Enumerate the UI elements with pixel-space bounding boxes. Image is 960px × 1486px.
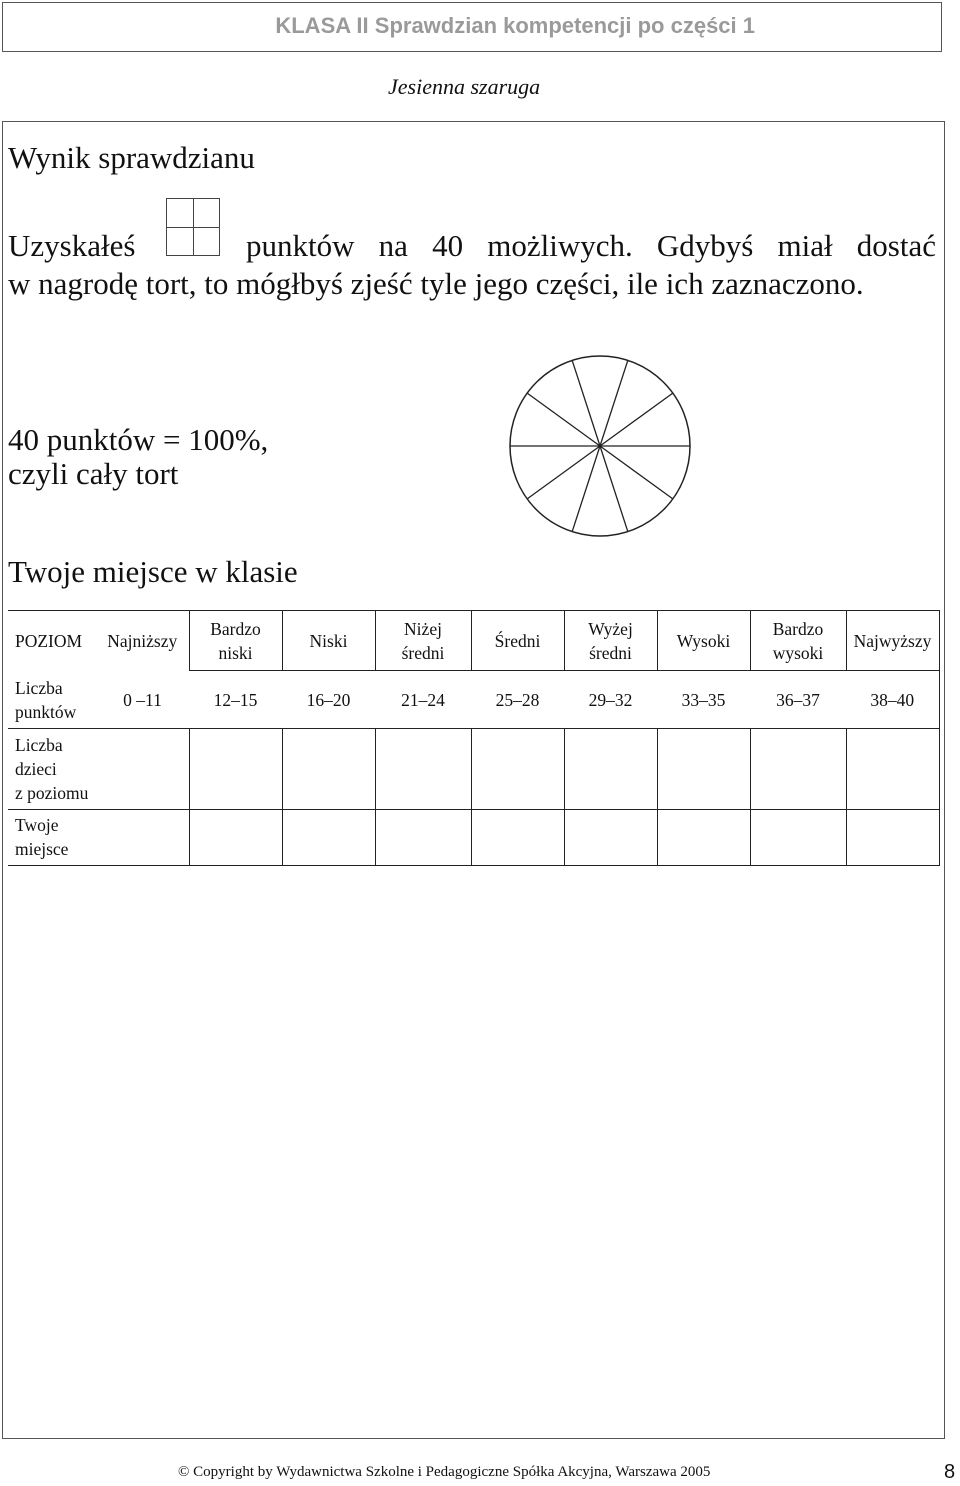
levels-table [8, 610, 940, 866]
points-cell: 25–28 [495, 689, 540, 710]
points-cell: 12–15 [213, 689, 258, 710]
worksheet-subtitle: Jesienna szaruga [388, 74, 541, 99]
cake-circle-diagram[interactable] [505, 354, 695, 544]
cake-slice-line [572, 360, 600, 446]
place-cell[interactable] [375, 809, 471, 865]
page-number: 8 [944, 1461, 956, 1483]
formula-line-2: czyli cały tort [8, 456, 179, 491]
points-cell: 16–20 [306, 689, 351, 710]
points-cell: 0 –11 [123, 689, 162, 710]
place-cell[interactable] [657, 809, 750, 865]
kids-count-cell[interactable] [189, 729, 282, 809]
result-word: możliwych. [487, 228, 633, 263]
copyright-text: © Copyright by Wydawnictwa Szkolne i Pedagogiczne Spółka Akcyjna, Warszawa 2005 [178, 1464, 711, 1480]
result-word: na [378, 228, 408, 263]
kids-count-cell[interactable] [846, 729, 939, 809]
result-line-2: w nagrodę tort, to mógłbyś zjeść tyle jego części, ile ich zaznaczono. [8, 266, 864, 301]
cake-slice-line [572, 446, 600, 532]
place-cell[interactable] [189, 809, 282, 865]
row-label-level: POZIOM [8, 611, 96, 671]
score-input-boxes[interactable] [166, 198, 220, 256]
table-row-level [8, 611, 939, 671]
cake-slice-line [527, 446, 600, 499]
cake-slice-line [600, 446, 673, 499]
points-cell: 38–40 [846, 671, 939, 729]
place-cell[interactable] [750, 809, 846, 865]
points-cell: 36–37 [776, 689, 820, 710]
level-cell: Wysoki [657, 611, 750, 671]
level-cell: Średni [471, 611, 564, 671]
result-word: dostać [856, 228, 936, 263]
level-cell: Bardzo niski [189, 611, 282, 671]
kids-count-cell[interactable] [375, 729, 471, 809]
level-cell: Niski [282, 611, 375, 671]
level-cell: Wyżej średni [564, 611, 657, 671]
place-cell[interactable] [471, 809, 564, 865]
table-row-kids [8, 729, 939, 809]
result-word: 40 [432, 228, 464, 263]
place-cell[interactable] [846, 809, 939, 865]
cake-slice-lines [510, 360, 690, 531]
level-cell: Niżej średni [375, 611, 471, 671]
result-word: miał [777, 228, 833, 263]
points-cell: 33–35 [681, 689, 726, 710]
kids-count-cell[interactable] [96, 729, 189, 809]
score-box-divider [167, 227, 219, 228]
points-cell: 21–24 [401, 689, 445, 710]
kids-count-cell[interactable] [564, 729, 657, 809]
kids-count-cell[interactable] [471, 729, 564, 809]
header-title: KLASA II Sprawdzian kompetencji po części 1 [275, 13, 755, 38]
formula-line-1: 40 punktów = 100%, [8, 422, 269, 457]
row-label-kids: Liczba dzieci z poziomu [8, 729, 96, 809]
table-row-place [8, 809, 939, 865]
kids-count-cell[interactable] [657, 729, 750, 809]
place-cell[interactable] [96, 809, 189, 865]
row-label-points: Liczba punktów [15, 677, 77, 722]
cake-slice-line [527, 393, 600, 446]
section-title: Wynik sprawdzianu [8, 140, 255, 175]
cake-slice-line [600, 446, 628, 532]
row-label-place: Twoje miejsce [8, 809, 96, 865]
points-cell: 29–32 [588, 689, 633, 710]
result-line-1-left: Uzyskałeś [8, 228, 136, 263]
place-cell[interactable] [282, 809, 375, 865]
place-cell[interactable] [564, 809, 657, 865]
result-word: Gdybyś [656, 228, 754, 263]
result-word: punktów [246, 228, 355, 263]
level-cell: Bardzo wysoki [750, 611, 846, 671]
cake-slice-line [600, 360, 628, 446]
level-cell: Najniższy [96, 611, 189, 671]
level-cell: Najwyższy [846, 611, 939, 671]
result-line-1-right [246, 228, 936, 264]
kids-count-cell[interactable] [750, 729, 846, 809]
table-row-points [8, 671, 939, 729]
place-title: Twoje miejsce w klasie [8, 554, 298, 589]
cake-slice-line [600, 393, 673, 446]
kids-count-cell[interactable] [282, 729, 375, 809]
